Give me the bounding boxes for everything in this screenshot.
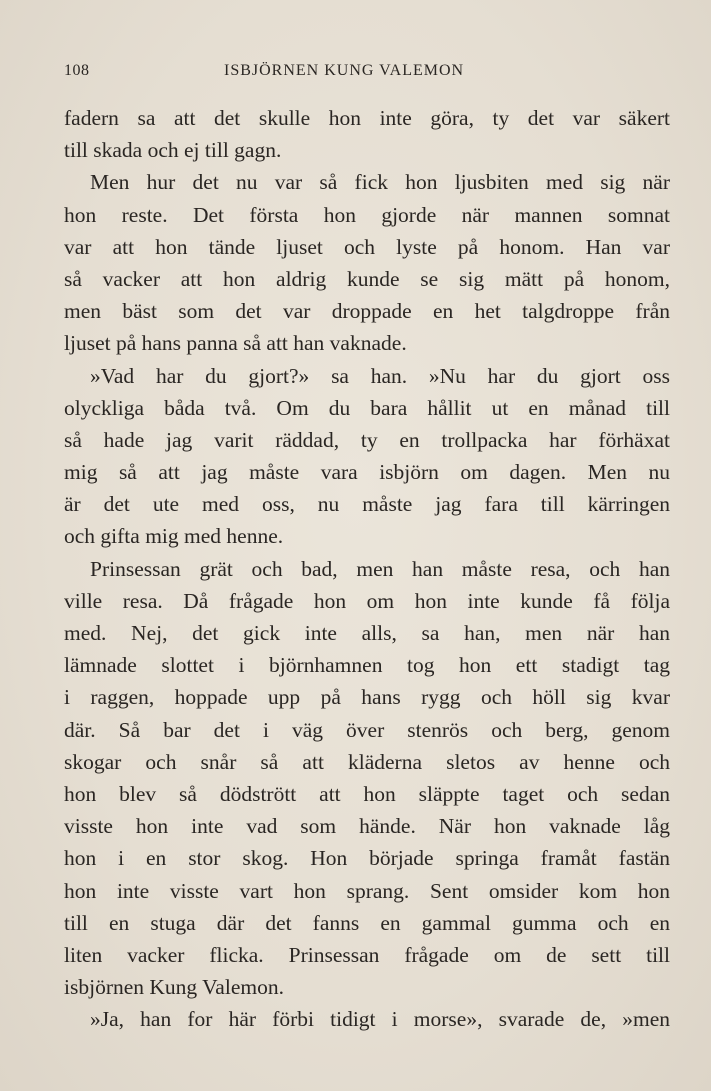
text-line: där. Så bar det i väg över stenrös och berg, genom	[64, 717, 670, 742]
text-line: »Vad har du gjort?» sa han. »Nu har du gjort oss	[90, 363, 670, 388]
page-header	[64, 62, 634, 88]
text-line: till skada och ej till gagn.	[64, 138, 282, 163]
text-line: mig så att jag måste vara isbjörn om dagen. Men nu	[64, 460, 670, 485]
running-title: ISBJÖRNEN KUNG VALEMON	[224, 62, 465, 79]
text-line: och gifta mig med henne.	[64, 524, 284, 549]
text-line: isbjörnen Kung Valemon.	[64, 975, 284, 1000]
page-number: 108	[64, 62, 90, 79]
text-line: är det ute med oss, nu måste jag fara till kärringen	[64, 492, 670, 517]
text-line: med. Nej, det gick inte alls, sa han, men när han	[64, 621, 670, 645]
text-line: ljuset på hans panna så att han vaknade.	[64, 331, 407, 356]
text-line: liten vacker flicka. Prinsessan frågade om de sett till	[64, 942, 670, 967]
text-line: hon reste. Det första hon gjorde när mannen somnat	[64, 202, 670, 227]
text-line: lämnade slottet i björnhamnen tog hon ett stadigt tag	[64, 653, 670, 678]
text-line: så hade jag varit räddad, ty en trollpacka har förhäxat	[64, 427, 670, 452]
text-line: »Ja, han for här förbi tidigt i morse», svarade de, »men	[90, 1007, 670, 1032]
text-line: fadern sa att det skulle hon inte göra, ty det var säkert	[64, 106, 670, 130]
text-line: hon i en stor skog. Hon började springa framåt fastän	[64, 846, 670, 871]
text-line: hon inte visste vart hon sprang. Sent omsider kom hon	[64, 878, 670, 903]
body-text	[64, 102, 670, 1035]
text-line: till en stuga där det fanns en gammal gumma och en	[64, 910, 670, 935]
text-line: men bäst som det var droppade en het talgdroppe från	[64, 299, 670, 324]
text-line: så vacker att hon aldrig kunde se sig mätt på honom,	[64, 266, 670, 291]
text-line: Men hur det nu var så fick hon ljusbiten med sig när	[90, 170, 670, 195]
text-line: Prinsessan grät och bad, men han måste resa, och han	[90, 556, 670, 581]
text-line: hon blev så dödstrött att hon släppte taget och sedan	[64, 781, 670, 806]
text-line: var att hon tände ljuset och lyste på honom. Han var	[64, 234, 670, 259]
text-line: ville resa. Då frågade hon om hon inte kunde få följa	[64, 588, 670, 613]
text-line: visste hon inte vad som hände. När hon vaknade låg	[64, 814, 670, 839]
text-line: skogar och snår så att kläderna sletos av henne och	[64, 749, 670, 774]
text-line: i raggen, hoppade upp på hans rygg och höll sig kvar	[64, 685, 670, 710]
text-line: olyckliga båda två. Om du bara hållit ut en månad till	[64, 395, 670, 420]
